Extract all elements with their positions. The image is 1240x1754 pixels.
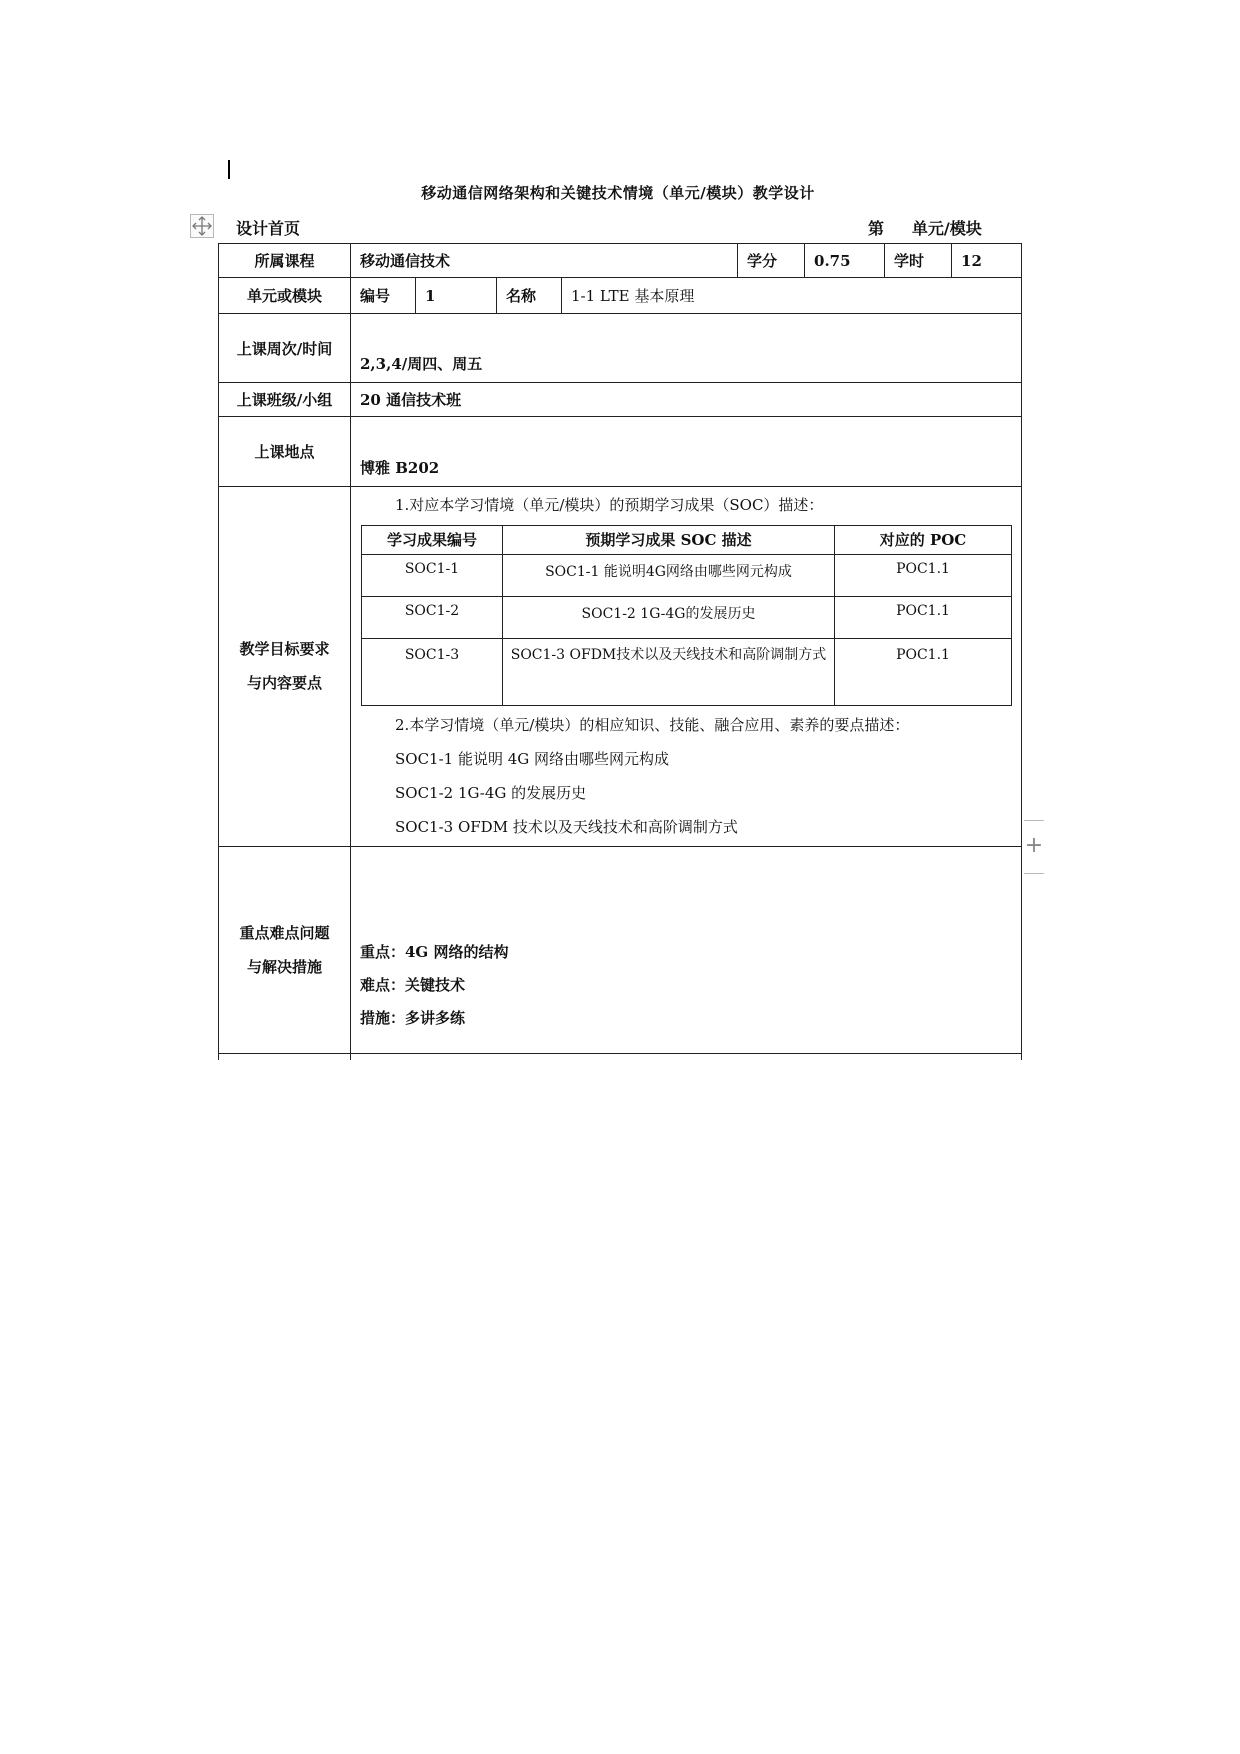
key-content — [351, 847, 1022, 1054]
key-label — [219, 847, 351, 1054]
objectives-content — [351, 486, 1022, 847]
continuation-row — [219, 1053, 1022, 1060]
table-row — [362, 554, 1012, 596]
soc-poc: POC1.1 — [835, 554, 1012, 596]
number-value: 1 — [416, 278, 497, 314]
table-row — [362, 596, 1012, 638]
table-row — [362, 638, 1012, 705]
time-value: 2,3,4/周四、周五 — [351, 314, 1022, 383]
design-first-page-label: 设计首页 — [236, 219, 301, 238]
continuation-cell — [351, 1053, 1022, 1060]
soc-table — [361, 525, 1012, 706]
soc-intro: 1.对应本学习情境（单元/模块）的预期学习成果（SOC）描述： — [395, 495, 824, 514]
key-point: 重点：4G 网络的结构 — [360, 942, 509, 961]
key-label-line2: 与解决措施 — [246, 958, 322, 977]
soc-desc: SOC1-3 OFDM技术以及天线技术和高阶调制方式 — [503, 638, 835, 705]
design-table — [218, 243, 1022, 1060]
objectives-label-line1: 教学目标要求 — [239, 640, 330, 659]
unit-module-label: 第 单元/模块 — [868, 219, 982, 238]
number-label: 编号 — [351, 278, 416, 314]
class-row — [219, 383, 1022, 417]
soc-poc: POC1.1 — [835, 596, 1012, 638]
class-label: 上课班级/小组 — [219, 383, 351, 417]
header-soc-desc: 预期学习成果 SOC 描述 — [503, 525, 835, 554]
move-arrows-icon[interactable] — [190, 214, 214, 238]
document-title: 移动通信网络架构和关键技术情境（单元/模块）教学设计 — [421, 184, 815, 202]
soc-id: SOC1-1 — [362, 554, 503, 596]
class-value: 20 通信技术班 — [351, 383, 1022, 417]
plus-icon[interactable]: + — [1024, 820, 1044, 874]
header-soc-id: 学习成果编号 — [362, 525, 503, 554]
objectives-label — [219, 486, 351, 847]
continuation-cell — [219, 1053, 351, 1060]
soc-id: SOC1-2 — [362, 596, 503, 638]
point-item: SOC1-2 1G-4G 的发展历史 — [395, 783, 587, 802]
hours-value: 12 — [952, 244, 1022, 278]
unit-row — [219, 278, 1022, 314]
course-value: 移动通信技术 — [351, 244, 738, 278]
course-row — [219, 244, 1022, 278]
soc-desc: SOC1-1 能说明4G网络由哪些网元构成 — [503, 554, 835, 596]
key-row — [219, 847, 1022, 1054]
text-cursor — [228, 160, 230, 179]
soc-id: SOC1-3 — [362, 638, 503, 705]
points-intro: 2.本学习情境（单元/模块）的相应知识、技能、融合应用、素养的要点描述： — [395, 715, 910, 734]
name-label: 名称 — [497, 278, 562, 314]
point-item: SOC1-3 OFDM 技术以及天线技术和高阶调制方式 — [395, 817, 738, 836]
credit-value: 0.75 — [805, 244, 885, 278]
measures: 措施：多讲多练 — [360, 1008, 466, 1027]
soc-desc: SOC1-2 1G-4G的发展历史 — [503, 596, 835, 638]
time-label: 上课周次/时间 — [219, 314, 351, 383]
course-label: 所属课程 — [219, 244, 351, 278]
credit-label: 学分 — [738, 244, 805, 278]
name-value: 1-1 LTE 基本原理 — [562, 278, 1022, 314]
objectives-row — [219, 486, 1022, 847]
place-row — [219, 417, 1022, 486]
header-poc: 对应的 POC — [835, 525, 1012, 554]
soc-table-header — [362, 525, 1012, 554]
place-value: 博雅 B202 — [351, 417, 1022, 486]
point-item: SOC1-1 能说明 4G 网络由哪些网元构成 — [395, 749, 670, 768]
soc-poc: POC1.1 — [835, 638, 1012, 705]
place-label: 上课地点 — [219, 417, 351, 486]
time-row — [219, 314, 1022, 383]
unit-label: 单元或模块 — [219, 278, 351, 314]
objectives-label-line2: 与内容要点 — [246, 674, 322, 693]
key-label-line1: 重点难点问题 — [239, 924, 330, 943]
difficult-point: 难点：关键技术 — [360, 975, 466, 994]
hours-label: 学时 — [885, 244, 952, 278]
